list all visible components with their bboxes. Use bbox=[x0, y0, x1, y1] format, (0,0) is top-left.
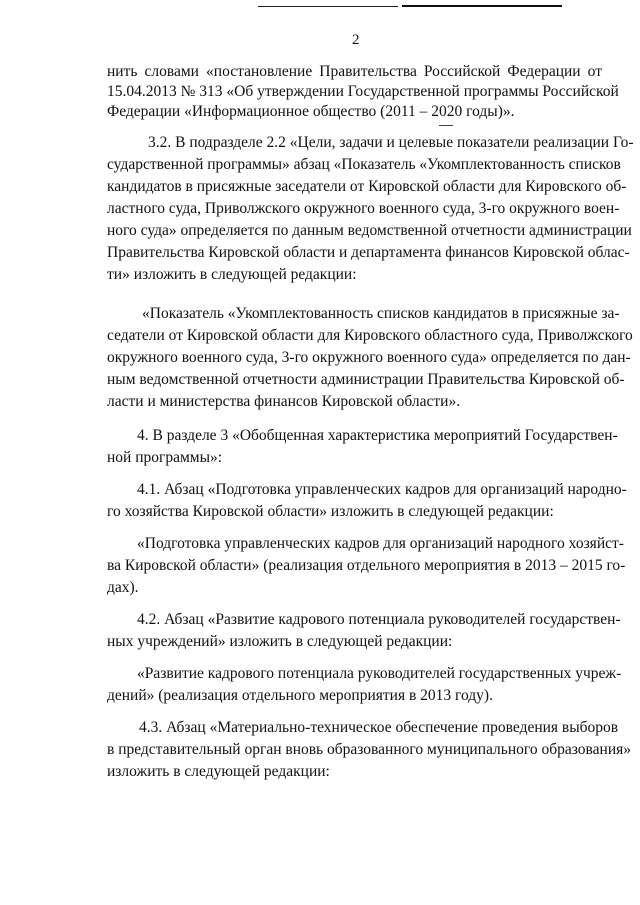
top-rule-right bbox=[402, 5, 562, 7]
text-line: «Подготовка управленческих кадров для организаций народного хозяйст- bbox=[137, 535, 624, 552]
text-line: сударственной программы» абзац «Показатель «Укомплектованность списков bbox=[107, 156, 621, 173]
text-line: Федерации «Информационное общество (2011 – 2020 годы)». bbox=[107, 103, 515, 120]
text-line: нить словами «постановление Правительства Российской Федерации от bbox=[107, 63, 602, 80]
scan-mark bbox=[439, 125, 453, 126]
text-line: Правительства Кировской области и департамента финансов Кировской облас- bbox=[107, 244, 630, 261]
text-line: дах). bbox=[107, 579, 139, 596]
text-line: 4.3. Абзац «Материально-техническое обеспечение проведения выборов bbox=[139, 719, 619, 736]
text-line: ти» изложить в следующей редакции: bbox=[107, 266, 357, 283]
text-line: ного суда» определяется по данным ведомственной отчетности администрации bbox=[107, 222, 632, 239]
text-line: ласти и министерства финансов Кировской области». bbox=[107, 393, 461, 410]
text-line: ва Кировской области» (реализация отдельного мероприятия в 2013 – 2015 го- bbox=[107, 557, 626, 574]
text-line: седатели от Кировской области для Кировского областного суда, Приволжского bbox=[107, 327, 633, 344]
text-line: изложить в следующей редакции: bbox=[107, 763, 330, 780]
text-line: ных учреждений» изложить в следующей редакции: bbox=[107, 633, 453, 650]
text-line: ной программы»: bbox=[107, 449, 223, 466]
text-line: окружного военного суда, 3-го окружного военного суда» определяется по дан- bbox=[107, 349, 631, 366]
text-line: в представительный орган вновь образованного муниципального образования» bbox=[107, 741, 631, 758]
text-line: го хозяйства Кировской области» изложить в следующей редакции: bbox=[107, 503, 554, 520]
page-number: 2 bbox=[352, 32, 360, 48]
text-line: кандидатов в присяжные заседатели от Кировской области для Кировского об- bbox=[107, 178, 627, 195]
text-line: 4.1. Абзац «Подготовка управленческих кадров для организаций народно- bbox=[137, 481, 627, 498]
top-rule bbox=[258, 6, 398, 7]
text-line: 15.04.2013 № 313 «Об утверждении Государственной программы Российской bbox=[107, 83, 619, 100]
text-line: «Показатель «Укомплектованность списков кандидатов в присяжные за- bbox=[142, 305, 620, 322]
text-line: 4. В разделе 3 «Обобщенная характеристика мероприятий Государствен- bbox=[137, 427, 618, 444]
text-line: дений» (реализация отдельного мероприятия в 2013 году). bbox=[107, 687, 493, 704]
text-line: 3.2. В подразделе 2.2 «Цели, задачи и целевые показатели реализации Го- bbox=[148, 134, 634, 151]
text-line: ластного суда, Приволжского окружного военного суда, 3-го окружного воен- bbox=[107, 200, 620, 217]
text-line: ным ведомственной отчетности администрации Правительства Кировской об- bbox=[107, 371, 625, 388]
text-line: 4.2. Абзац «Развитие кадрового потенциала руководителей государствен- bbox=[137, 611, 621, 628]
text-line: «Развитие кадрового потенциала руководителей государственных учреж- bbox=[137, 665, 622, 682]
